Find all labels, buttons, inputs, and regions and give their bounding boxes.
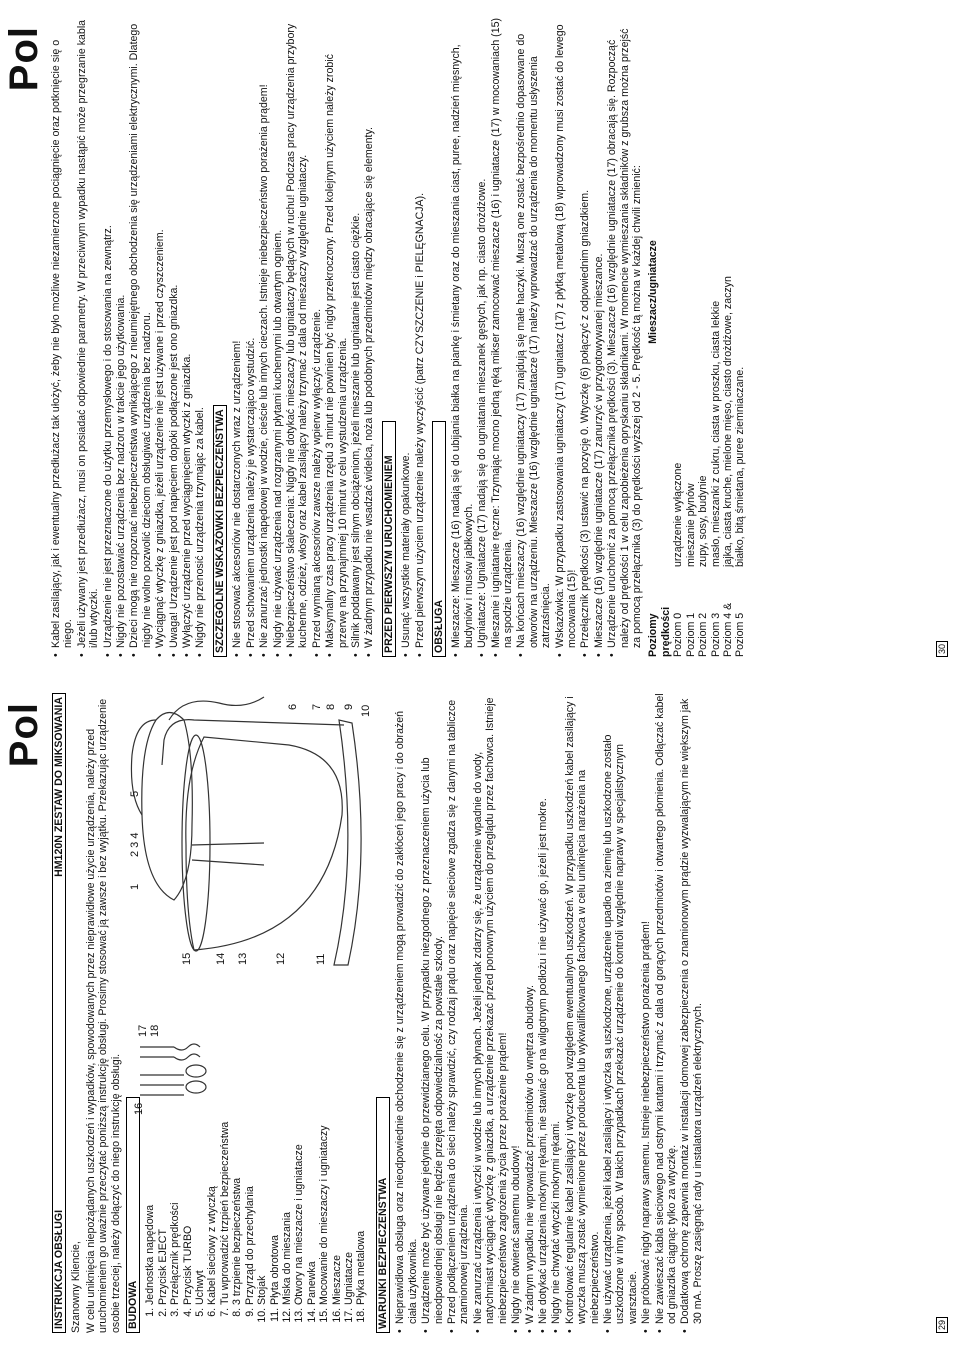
label-6: 6 [287, 703, 300, 710]
dough-hook-rods [140, 1047, 174, 1057]
safety-list-item: • Nie zanurzać urządzenia i wtyczki w wodzie lub innych płynach. Jeżeli jednak zdarzy się, że urządzenie wpadnie do wody, natychmiast wyciągnąć wtyczkę z gniazdka, a urządzenie przekazać przed ponownym użyciem do przeglądu przez fachowca. Istnieje niebezpieczeństwo zagrożenia życia przez porażenie prądem! [472, 693, 509, 1333]
beater-head-2 [186, 1065, 206, 1077]
safety-list-item: • Nie zawieszać kabla sieciowego nad ostrymi kantami i trzymać z dala od gorących przedmiotów i otwartego płomienia. Odłączać kabel od gniazdka ciągnąc tylko za wtyczkę. [654, 693, 679, 1333]
label-7: 7 [311, 703, 324, 710]
before-first-use-item: • Usunąć wszystkie materiały opakunkowe. [400, 17, 412, 657]
speed-level: Poziom 1 [684, 612, 697, 657]
safety-list-item: • Przed podłączeniem urządzenia do sieci należy sprawdzić, czy rodzaj prądu oraz napięcie sieciowe zgadza się z danymi na tabliczce znamionowej urządzenia. [446, 693, 471, 1333]
przed-title: PRZED PIERWSZYM URUCHOMIENIEM [382, 455, 395, 653]
page-29 [0, 676, 954, 1351]
part-list-item: 13. Otwory na mieszacze i ugniatacze [293, 1118, 305, 1305]
special-safety-item: • Nie stosować akcesoriów nie dostarczonych wraz z urządzeniem! [231, 17, 243, 657]
label-11: 11 [315, 953, 328, 965]
operation-item: • Mieszacze (16) względnie ugniatacze (17) zanurzyć w przygotowywanej mieszance. [593, 17, 605, 657]
part-list-item: 15. Mocowanie do mieszaczy i ugniataczy [318, 1118, 330, 1305]
special-safety-item: • Niebezpieczeństwo skaleczenia: Nigdy nie dotykać mieszaczy lub ugniataczy będących w ruchu! Podczas pracy urządzenia przybory kuchenne, odzież, włosy oraz kabel zasilający należy trzymać z dala od mieszaczy względnie ugniataczy. [285, 17, 310, 657]
parts-list [144, 1118, 367, 1333]
operation-item: • Urządzenie uruchomić za pomocą przełącznika prędkości (3). Mieszacze (16) względnie ugniatacze (17) obracają się. Rozpocząć należy od prędkości 1 w celu zapobieżenia opryskaniu składnikami. W momencie wymieszania składników z grubsza można przejść za pomocą przełącznika (3) do prędkości wyższej od 2 - 5. Prędkość tą można w każdej chwili zmienić: [606, 17, 643, 657]
budowa-title: BUDOWA [127, 1280, 140, 1329]
parts-section [124, 693, 374, 1333]
safety-list-item: • Wyciągnąć wtyczkę z gniazdka, jeżeli urządzenie nie jest używane i przed czyszczeniem. [154, 17, 166, 657]
label-14: 14 [215, 952, 228, 965]
safety-list-item: • Wyłączyć urządzenie przed wyciągnięciem wtyczki z gniazdka. [181, 17, 193, 657]
safety-list-item: • Urządzenie może być używane jedynie do przewidzianego celu. W przypadku niezgodnego z przeznaczeniem użycia lub nieodpowiedniej obsługi nie będzie przejęta odpowiedzialność za powstałe szkody. [420, 693, 445, 1333]
safety-list-item: • Dzieci mogą nie rozpoznać niebezpieczeństwa wynikającego z nieumiejętnego obchodzenia się urządzeniami elektrycznymi. Dlatego nigdy nie wolno pozwolić dzieciom obsługiwać urządzenia bez nadzoru. [128, 17, 153, 657]
parts-list-block [124, 1118, 374, 1333]
speed-description: zupy, sosy, budynie [697, 475, 710, 567]
safety-list-item: • Dodatkową ochronę zapewnia montaż w instalacji domowej zabezpieczenia o znamionowym prądzie wyzwalającym nie większym jak 30 mA. Proszę zasięgnąć rady u instalatora urządzeń elektrycznych. [679, 693, 704, 1333]
speed-description: masło, mieszanki z cukru, ciasta w proszku, ciasta lekkie [709, 300, 722, 567]
stand-arm-shape [162, 720, 344, 765]
page-29-column [50, 693, 708, 1333]
special-safety-item: • Nie zanurzać jednostki napędowej w wodzie, cieście lub innych cieczach. Istnieje niebezpieczeństwo porażenia prądem! [258, 17, 270, 657]
szczegolne-title: SZCZEGÓLNE WSKAZÓWKI BEZPIECZEŃSTWA [213, 409, 226, 653]
warunki-list [394, 693, 704, 1333]
page-number-29: 29 [936, 1317, 948, 1333]
part-list-item: 8. 3 trzpienie bezpieczeństwa [231, 1118, 243, 1305]
safety-list-item: • Nieprawidłowa obsługa oraz nieodpowiednie obchodzenie się z urządzeniem mogą prowadzić do zakłóceń jego pracy i do obrażeń ciała użytkownika. [394, 693, 419, 1333]
label-8: 8 [325, 703, 338, 710]
operation-item: • Mieszanie i ugniatanie ręczne: Trzymając mocno jedną ręką mikser zamocować mieszacze (16) i ugniatacze (17) w mocowaniach (15) na spodzie urządzenia. [490, 17, 515, 657]
part-list-item: 1. Jednostka napędowa [144, 1118, 156, 1305]
special-safety-item: • W żadnym przypadku nie wsadzać widelca, noża lub podobnych przedmiotów między obracające się elementy. [363, 17, 375, 657]
special-safety-item: • Nigdy nie używać urządzenia nad rozgrzanymi płytami kuchennymi lub otwartym ogniem. [272, 17, 284, 657]
part-list-item: 11. Płyta obrotowa [269, 1118, 281, 1305]
speed-table [647, 17, 746, 657]
safety-list-item: • Kontrolować regularnie kabel zasilający i wtyczkę pod względem ewentualnych uszkodzeń. W przypadku uszkodzeń kabel zasilający i wtyczka muszą zostać wymienione przez producenta lub wykwalifikowanego fachowca w celu uniknięcia narażenia na niebezpieczeństwo. [564, 693, 601, 1333]
manual-header [52, 693, 66, 1333]
safety-list-item: • Uwaga! Urządzenie jest pod napięciem dopóki podłączone jest ono gniazdka. [168, 17, 180, 657]
mixer-diagram [124, 695, 374, 1115]
beater-head-1 [186, 1081, 206, 1093]
speed-level: Poziom 2 [697, 612, 710, 657]
header-model: HM120N ZESTAW DO MIKSOWANIA [53, 697, 65, 877]
safety-list-item: • Kabel zasilający, jak i ewentualny przedłużacz tak ułożyć, żeby nie było możliwe niezamierzone pociągnięcie oraz potknięcie się o niego. [50, 17, 75, 657]
mixer-body-shape [142, 713, 193, 901]
language-title-right: Pol [2, 26, 46, 92]
speed-description: białko, bitą śmietana, puree ziemniaczane. [734, 366, 747, 567]
part-list-item: 3. Przełącznik prędkości [169, 1118, 181, 1305]
header-title: INSTRUKCJA OBSŁUGI [53, 1209, 65, 1329]
language-title: Pol [2, 702, 46, 768]
safety-list-item: • Urządzenie nie jest przeznaczone do użytku przemysłowego i do stosowania na zewnątrz. [102, 17, 114, 657]
label-9: 9 [343, 703, 356, 710]
operation-item: • Ugniatacze: Ugniatacze (17) nadają się do ugniatania mieszanek gęstych, jak np. ciasto drożdżowe. [476, 17, 488, 657]
safety-list-item: • Nigdy nie przenosić urządzenia trzymając za kabel. [194, 17, 206, 657]
part-list-item: 18. Płyka metalowa [355, 1118, 367, 1305]
part-list-item: 16. Mieszacze [331, 1118, 343, 1305]
safety-list-item: • Nigdy nie otwierać samemu obudowy! [510, 693, 522, 1333]
part-list-item: 9. Przyrząd do przechylania [244, 1118, 256, 1305]
speed-level: Poziom 0 [672, 612, 685, 657]
operation-item: • Na końcach mieszaczy (16) względnie ugniataczy (17) znajdują się małe haczyki. Muszą one zostać bezpośrednio dopasowane do otworów na urządzeniu. Mieszacze (16) względnie ugniatacze (17) należy wprowadzać do urządzenia do momentu usłyszenia zatrzaśnięcia. [515, 17, 552, 657]
speed-level: Poziom 3 [709, 612, 722, 657]
operation-item: • Mieszacze: Mieszacze (16) nadają się do ubijania białka na piankę i śmietany oraz do mieszania ciast, puree, nadzień mięsnych, budyniów i musów jabłkowych. [450, 17, 475, 657]
intro-paragraph: W celu uniknięcia niepożądanych uszkodzeń i wypadków, spowodowanych przez nieprawidłowe użycie urządzenia, należy przed uruchomieniem go uważnie przeczytać poniższą instrukcję obsługi. Prosimy stosować ją zawsze i bez wyjątku. Przekazując urządzenie osobie trzeciej, należy dołączyć do niego instrukcję obsługi. [84, 698, 122, 1333]
safety-pins-shape [140, 1075, 184, 1095]
przed-header [382, 421, 396, 657]
label-10: 10 [360, 704, 373, 717]
part-list-item: 12. Miska do mieszania [281, 1118, 293, 1305]
special-safety-item: • Maksymalny czas pracy urządzenia rzędu 3 minut nie powinien być nigdy przekroczony. Przed kolejnym użyciem należy zrobić przerwę na przynajmniej 10 minut w celu wystudzenia urządzenia. [324, 17, 349, 657]
przed-list [400, 17, 426, 657]
speed-description: jajka, ciasta kruche, mielone mięso, ciasto drożdżowe, zaczyn [721, 276, 734, 567]
stand-base-shape [334, 720, 361, 965]
part-list-item: 17. Ugniatacze [343, 1118, 355, 1305]
obsluga-list [450, 17, 643, 657]
label-16: 16 [133, 1102, 146, 1115]
label-5: 5 [129, 790, 142, 797]
part-list-item: 5. Uchwyt [194, 1118, 206, 1305]
label-18: 18 [149, 1024, 162, 1037]
before-first-use-item: • Przed pierwszym użyciem urządzenie należy wyczyścić (patrz CZYSZCZENIE i PIELĘGNACJA). [414, 17, 426, 657]
part-list-item: 4. Przycisk TURBO [182, 1118, 194, 1305]
page-30-column [50, 17, 747, 657]
label-1: 1 [129, 883, 142, 890]
mixer-diagram-svg [124, 695, 374, 1115]
special-safety-item: • Przed schowaniem urządzenia należy je wystarczająco wystudzić. [245, 17, 257, 657]
szczegolne-header [213, 405, 227, 657]
safety-list-item: • Jeżeli używany jest przedłużacz, musi on posiadać odpowiednie parametry. W przeciwnym wypadku nastąpić może przegrzanie kabla i/lub wtyczki. [76, 17, 101, 657]
speed-level: Poziom 4 & [721, 602, 734, 657]
speed-table-head-1: Poziomy prędkości [647, 606, 672, 657]
obsluga-header [432, 421, 446, 657]
part-list-item: 7. Tu wprowadzić trzpień bezpieczeństwa [219, 1118, 231, 1305]
special-safety-item: • Przed wymianą akcesoriów zawsze należy wpierw wyłączyć urządzenie. [311, 17, 323, 657]
safety-list-item: • Nie próbować nigdy naprawy samemu. Istnieje niebezpieczeństwo porażenia prądem! [640, 693, 652, 1333]
special-safety-item: • Silnik poddawany jest silnym obciążeniom, jeżeli mieszanie lub ugniatanie jest ciasto ciężkie. [350, 17, 362, 657]
obsluga-title: OBSŁUGA [432, 600, 445, 653]
label-2-3-4: 2 3 4 [129, 832, 142, 857]
part-list-item: 10. Stojak [256, 1118, 268, 1305]
mixing-bowl-shape [186, 737, 342, 950]
operation-item: • Przełącznik prędkości (3) ustawić na pozycję 0. Wtyczkę (6) połączyć z odpowiednim gniazdkiem. [579, 17, 591, 657]
speed-description: urządzenie wyłączone [672, 462, 685, 567]
label-12: 12 [275, 952, 288, 965]
speed-level: Poziom 5 [734, 612, 747, 657]
warunki-title: WARUNKI BEZPIECZEŃSTWA [377, 1177, 390, 1329]
part-list-item: 14. Panewka [306, 1118, 318, 1305]
page-number-30: 30 [936, 641, 948, 657]
part-list-item: 6. Kabel sieciowy z wtyczką [206, 1118, 218, 1305]
speed-table-head-2: Mieszacz/ugniatacze [647, 240, 660, 344]
power-cord-shape [169, 697, 264, 720]
greeting: Szanowny Kliencie, [70, 1241, 83, 1333]
page-30 [0, 0, 954, 675]
safety-list-item: • Nigdy nie pozostawiać urządzenia bez nadzoru w trakcie jego użytkowania. [115, 17, 127, 657]
safety-list-item: • Nie dotykać urządzenia mokrymi rękami, nie stawiać go na wilgotnym podłożu i nie używać go, jeżeli jest mokre. [537, 693, 549, 1333]
safety-list-item: • Nie używać urządzenia, jeżeli kabel zasilający i wtyczka są uszkodzone, urządzenie upadło na ziemię lub uszkodzone zostało uszkodzone w inny sposób. W takich przypadkach przekazać urządzenie do kontroli względnie naprawy w specjalistycznym warsztacie. [602, 693, 639, 1333]
warunki-header [376, 1097, 390, 1333]
speed-description: mieszanie płynów [684, 483, 697, 567]
safety-list-item: • Nigdy nie chwytać wtyczki mokrymi rękami. [550, 693, 562, 1333]
part-list-item: 2. Przycisk EJECT [157, 1118, 169, 1305]
dough-hook-spirals [174, 1044, 200, 1060]
attachment-rods-shape [192, 843, 264, 865]
continued-safety-list [50, 17, 207, 657]
label-17: 17 [137, 1024, 150, 1037]
operation-item: • Wskazówka: W przypadku zastosowania ugniataczy (17) ugniatacz (17) z płytką metalową (18) wprowadzony musi zostać do lewego mocowania (15)! [554, 17, 579, 657]
safety-list-item: • W żadnym wypadku nie wprowadzać przedmiotów do wnętrza obudowy. [524, 693, 536, 1333]
budowa-header [126, 1097, 140, 1333]
label-13: 13 [237, 952, 250, 965]
label-15: 15 [181, 952, 194, 965]
szczegolne-list [231, 17, 375, 657]
